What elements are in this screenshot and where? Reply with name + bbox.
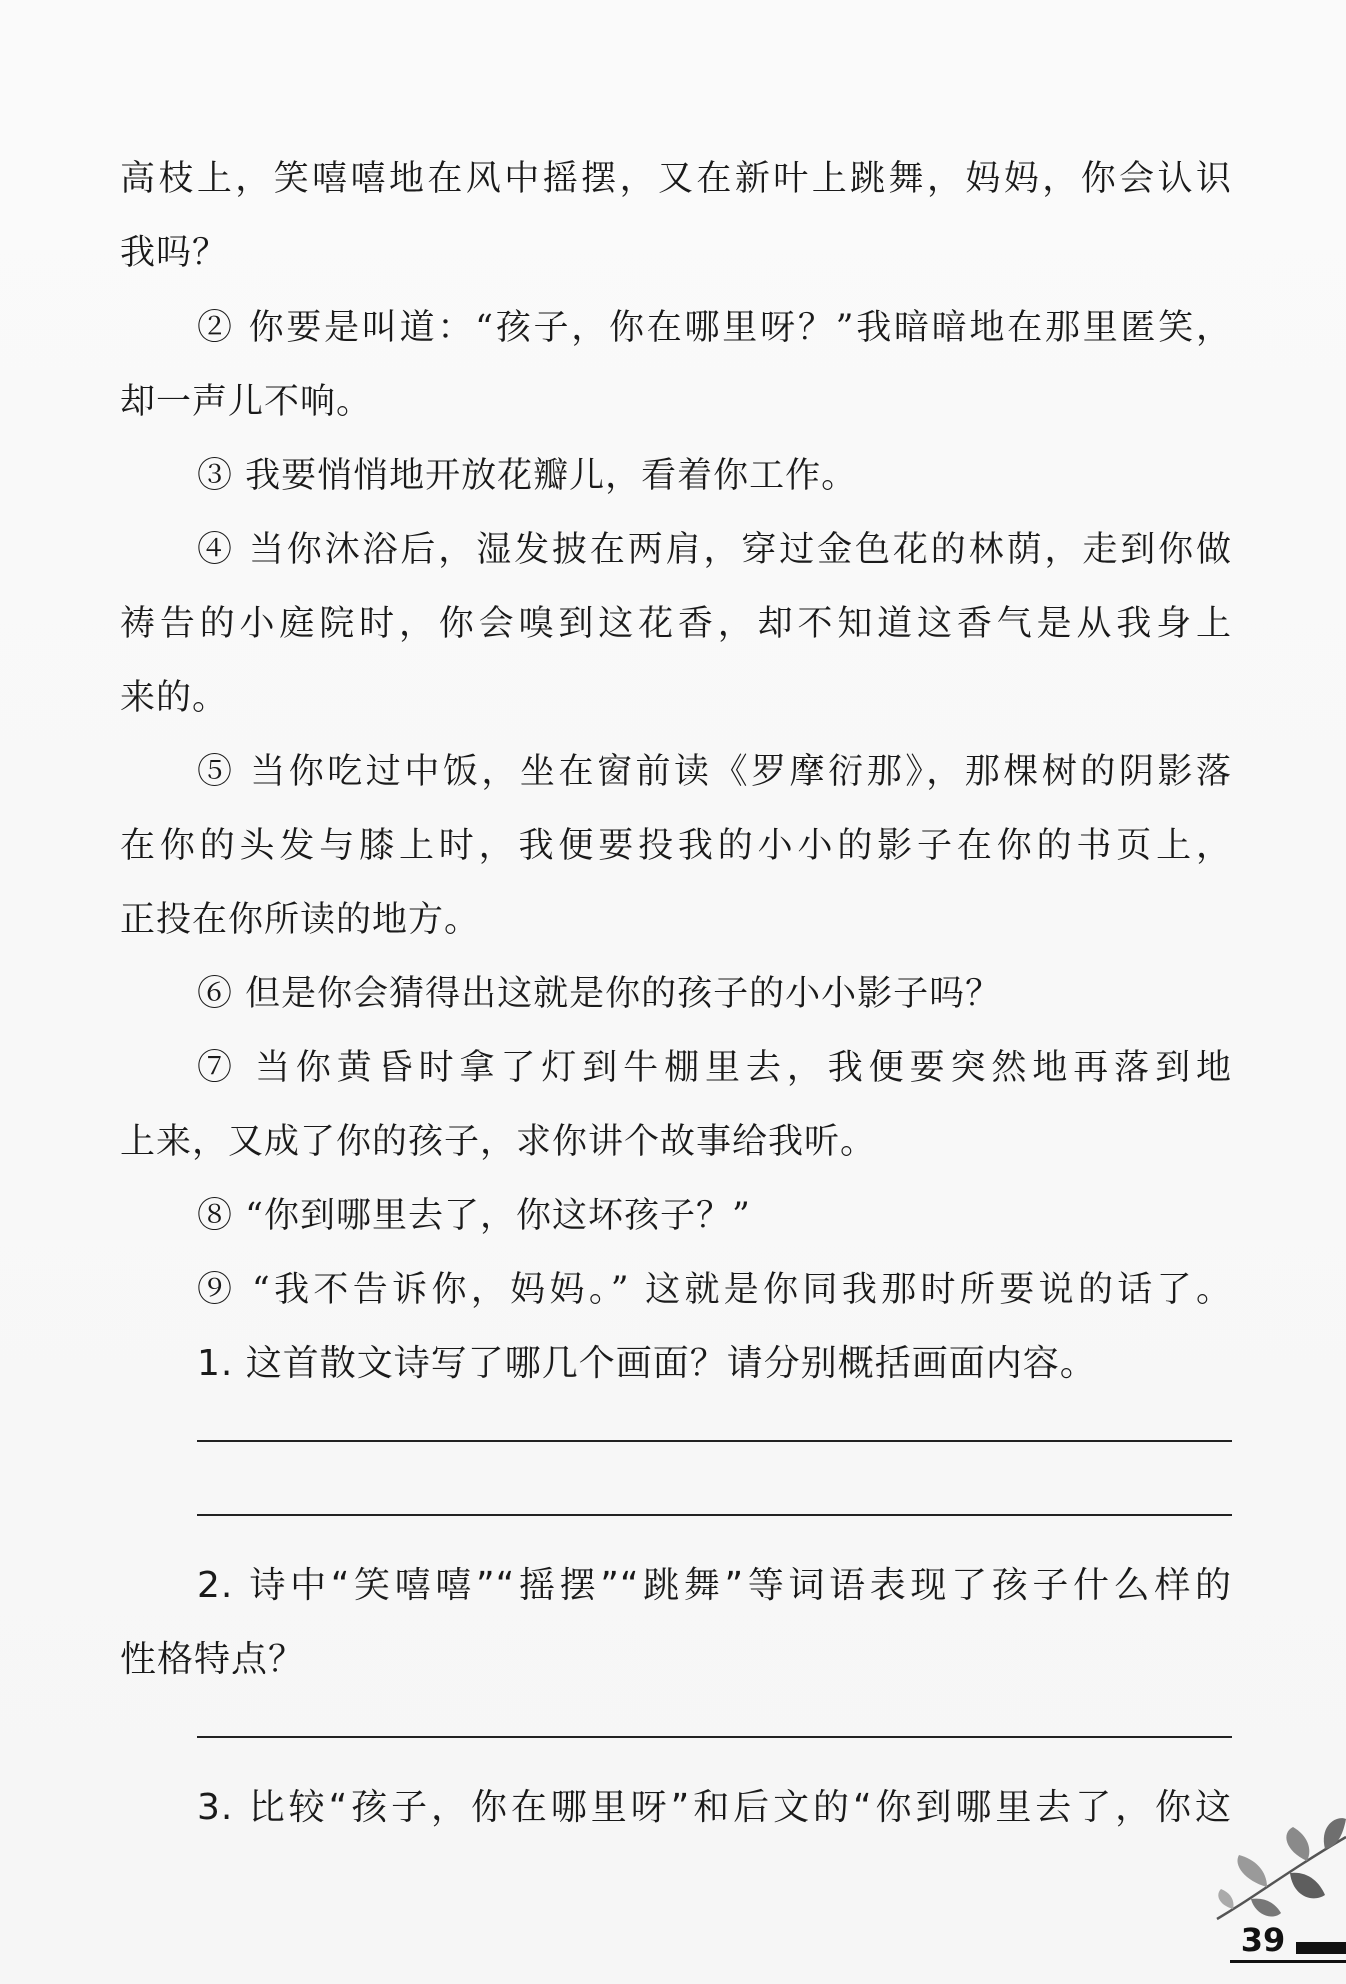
answer-line[interactable] [197, 1514, 1232, 1516]
passage-line: 我吗？ [120, 233, 229, 273]
leaf-branch-icon [1215, 1815, 1346, 1925]
page-number: 39 [1240, 1921, 1286, 1959]
page-number-underline [1230, 1960, 1346, 1963]
paragraph-3: ③ 我要悄悄地开放花瓣儿，看着你工作。 [197, 456, 858, 496]
question-1: 1. 这首散文诗写了哪几个画面？请分别概括画面内容。 [197, 1343, 1097, 1384]
paragraph-7-line: 上来，又成了你的孩子，求你讲个故事给我听。 [120, 1122, 877, 1162]
paragraph-5-line: ⑤ 当你吃过中饭，坐在窗前读《罗摩衍那》，那棵树的阴影落 [197, 752, 1232, 792]
paragraph-2-line: ② 你要是叫道：“孩子，你在哪里呀？”我暗暗地在那里匿笑， [197, 308, 1232, 348]
paragraph-4-line: ④ 当你沐浴后，湿发披在两肩，穿过金色花的林荫，走到你做 [197, 530, 1232, 570]
paragraph-5-line: 正投在你所读的地方。 [120, 900, 481, 940]
paragraph-8: ⑧ “你到哪里去了，你这坏孩子？” [197, 1196, 751, 1236]
paragraph-5-line: 在你的头发与膝上时，我便要投我的小小的影子在你的书页上， [120, 826, 1232, 866]
question-2-line: 性格特点？ [120, 1639, 306, 1680]
question-3: 3. 比较“孩子，你在哪里呀”和后文的“你到哪里去了，你这 [197, 1787, 1232, 1828]
paragraph-2-line: 却一声儿不响。 [120, 382, 373, 422]
paragraph-4-line: 来的。 [120, 678, 229, 718]
answer-line[interactable] [197, 1736, 1232, 1738]
paragraph-7-line: ⑦ 当你黄昏时拿了灯到牛棚里去，我便要突然地再落到地 [197, 1048, 1232, 1088]
page-number-bar [1296, 1942, 1346, 1954]
question-2-line: 2. 诗中“笑嘻嘻”“摇摆”“跳舞”等词语表现了孩子什么样的 [197, 1565, 1232, 1606]
paragraph-6: ⑥ 但是你会猜得出这就是你的孩子的小小影子吗？ [197, 974, 1002, 1014]
answer-line[interactable] [197, 1440, 1232, 1442]
paragraph-9: ⑨ “我不告诉你，妈妈。” 这就是你同我那时所要说的话了。 [197, 1270, 1232, 1310]
passage-line: 高枝上，笑嘻嘻地在风中摇摆，又在新叶上跳舞，妈妈，你会认识 [120, 159, 1232, 199]
paragraph-4-line: 祷告的小庭院时，你会嗅到这花香，却不知道这香气是从我身上 [120, 604, 1232, 644]
